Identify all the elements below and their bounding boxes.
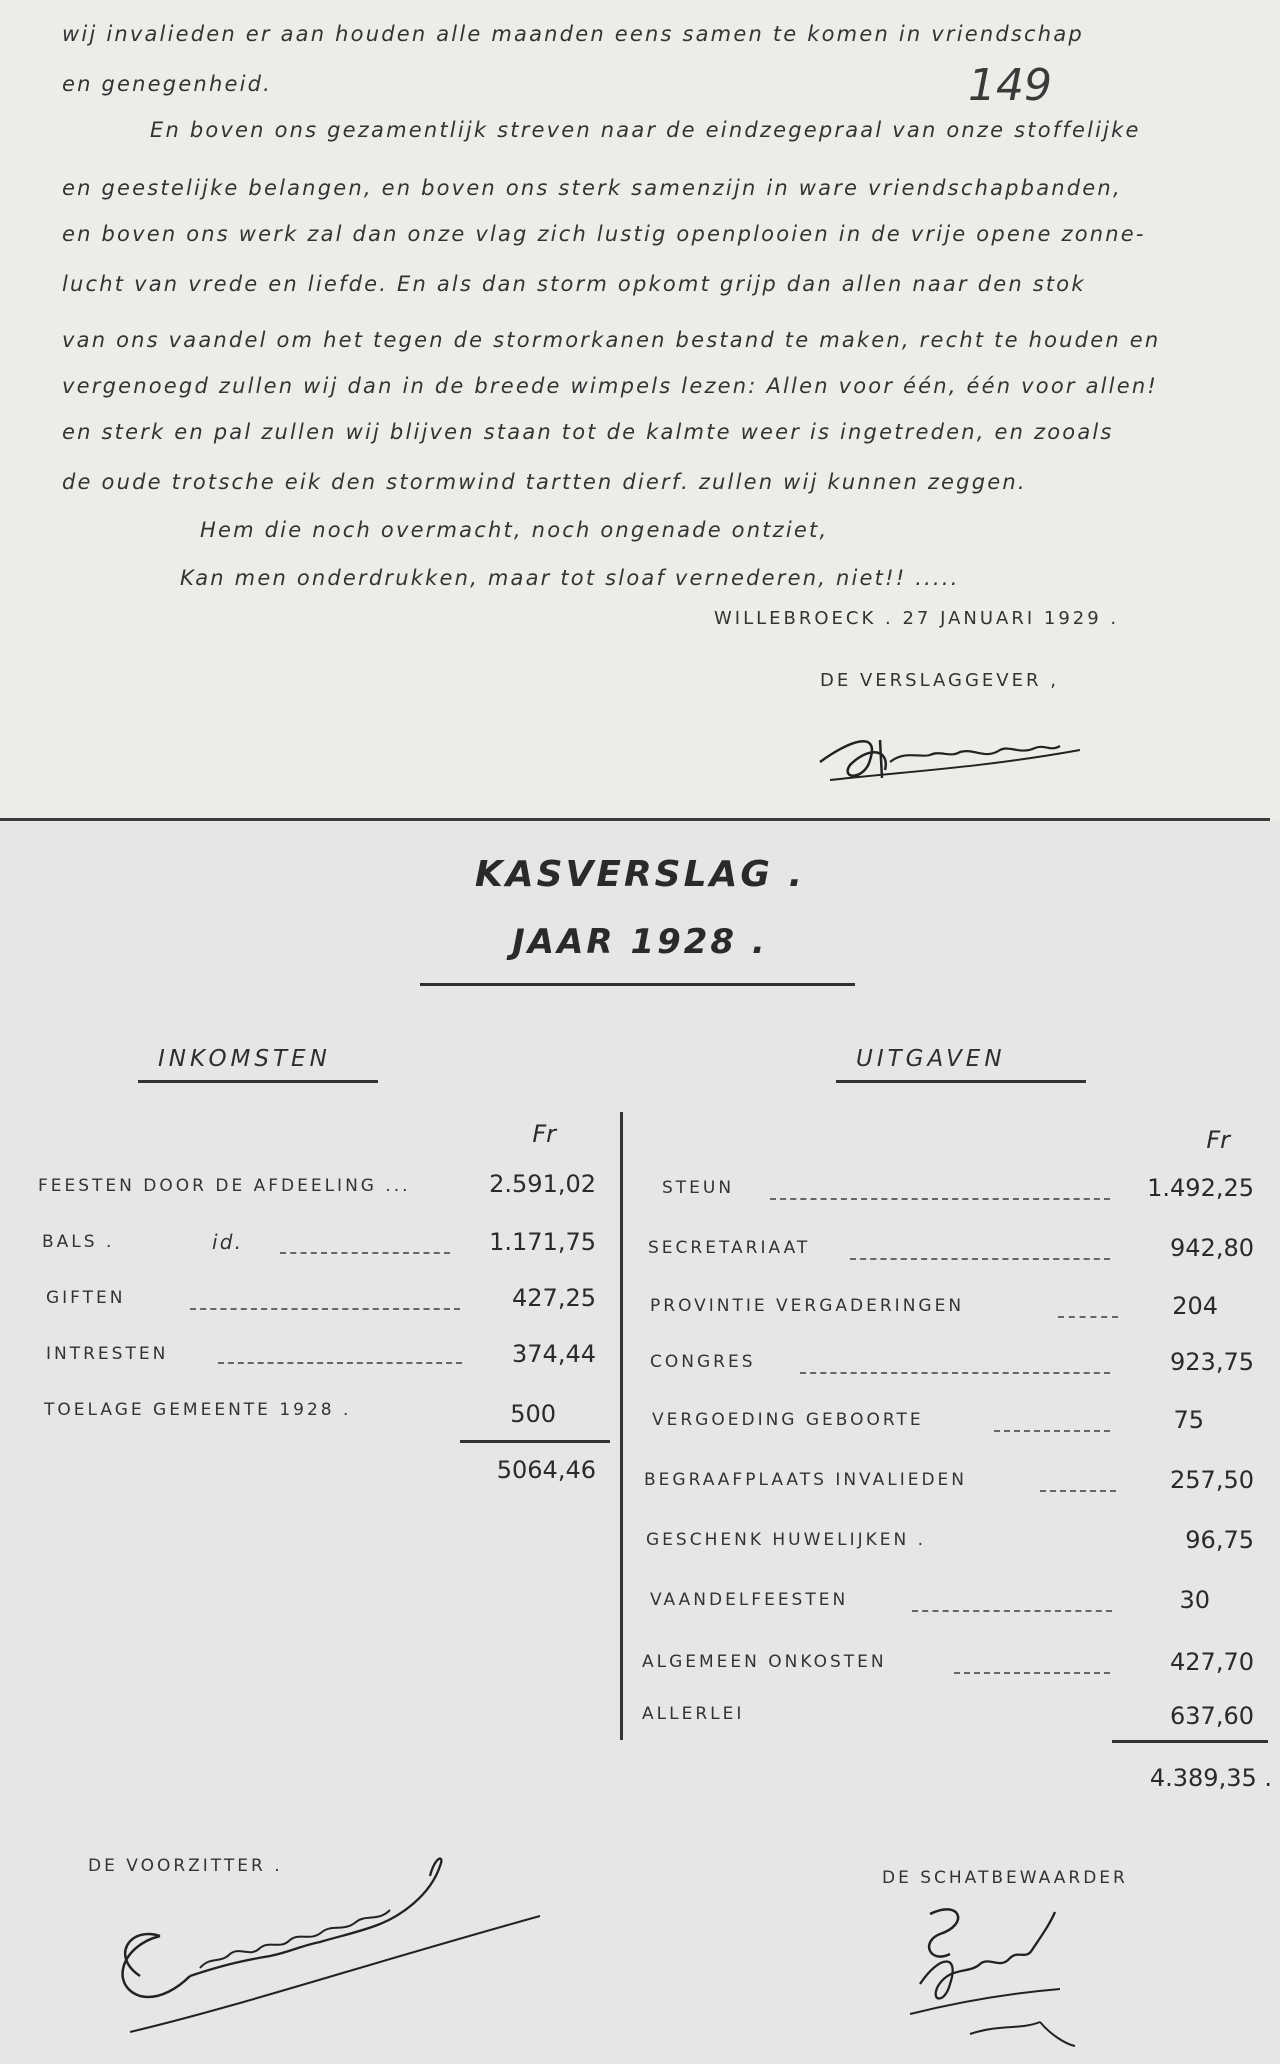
expense-amount: 942,80 [1170, 1234, 1254, 1262]
expenses-total-rule [1112, 1740, 1268, 1743]
expense-amount: 204 [1172, 1292, 1218, 1320]
leader-dots [1040, 1490, 1116, 1492]
letter-line: Kan men onderdrukken, maar tot sloaf vernederen, niet!! ..... [180, 566, 960, 590]
leader-dots [994, 1430, 1110, 1432]
expense-amount: 923,75 [1170, 1348, 1254, 1376]
place-date: WILLEBROECK . 27 JANUARI 1929 . [714, 608, 1120, 629]
income-label: TOELAGE GEMEENTE 1928 . [44, 1400, 352, 1420]
income-total: 5064,46 [496, 1456, 596, 1484]
income-heading: INKOMSTEN [158, 1046, 331, 1072]
expense-label: SECRETARIAAT [648, 1238, 811, 1258]
title-underline [420, 983, 855, 986]
expense-label: CONGRES [650, 1352, 756, 1372]
expense-label: VERGOEDING GEBOORTE [652, 1410, 924, 1430]
letter-line: En boven ons gezamentlijk streven naar de eindzegepraal van onze stoffelijke [150, 118, 1141, 142]
income-label: INTRESTEN [46, 1344, 169, 1364]
column-separator [620, 1112, 623, 1740]
leader-dots [190, 1308, 460, 1310]
section-divider [0, 818, 1270, 821]
expense-label: GESCHENK HUWELIJKEN . [646, 1530, 927, 1550]
expenses-heading: UITGAVEN [856, 1046, 1006, 1072]
income-amount: 374,44 [512, 1340, 596, 1368]
expense-label: VAANDELFEESTEN [650, 1590, 849, 1610]
leader-dots [280, 1252, 450, 1254]
treasurer-title: DE SCHATBEWAARDER [882, 1868, 1128, 1888]
leader-dots [218, 1362, 462, 1364]
expense-amount: 427,70 [1170, 1648, 1254, 1676]
reporter-signature [810, 700, 1100, 800]
income-label: BALS . [42, 1232, 115, 1252]
expense-label: STEUN [662, 1178, 735, 1198]
report-title: KASVERSLAG . [474, 854, 806, 895]
leader-dots [954, 1672, 1110, 1674]
expense-amount: 96,75 [1185, 1526, 1254, 1554]
leader-dots [850, 1258, 1110, 1260]
income-amount: 1.171,75 [489, 1228, 596, 1256]
leader-dots [1058, 1316, 1118, 1318]
expense-amount: 75 [1173, 1406, 1204, 1434]
expense-amount: 257,50 [1170, 1466, 1254, 1494]
leader-dots [770, 1198, 1110, 1200]
letter-line: en genegenheid. [62, 72, 273, 96]
signer-title: DE VERSLAGGEVER , [820, 670, 1059, 691]
expense-label: BEGRAAFPLAATS INVALIEDEN [644, 1470, 967, 1490]
letter-line: en geestelijke belangen, en boven ons sterk samenzijn in ware vriendschapbanden, [62, 176, 1122, 200]
letter-line: en boven ons werk zal dan onze vlag zich lustig openplooien in de vrije opene zonne- [62, 222, 1146, 246]
expense-label: PROVINTIE VERGADERINGEN [650, 1296, 965, 1316]
report-subtitle: JAAR 1928 . [512, 922, 768, 962]
expense-label: ALGEMEEN ONKOSTEN [642, 1652, 887, 1672]
letter-line: lucht van vrede en liefde. En als dan storm opkomt grijp dan allen naar den stok [62, 272, 1086, 296]
income-total-rule [460, 1440, 610, 1443]
expenses-heading-underline [836, 1080, 1086, 1083]
income-amount: 2.591,02 [489, 1170, 596, 1198]
expense-amount: 637,60 [1170, 1702, 1254, 1730]
letter-line: Hem die noch overmacht, noch ongenade ontziet, [200, 518, 829, 542]
income-label: FEESTEN DOOR DE AFDEELING ... [38, 1176, 411, 1196]
income-note: id. [212, 1230, 244, 1254]
leader-dots [912, 1610, 1112, 1612]
letter-section [0, 0, 1280, 820]
page-number: 149 [968, 60, 1052, 111]
income-heading-underline [138, 1080, 378, 1083]
income-amount: 500 [510, 1400, 556, 1428]
expense-label: ALLERLEI [642, 1704, 745, 1724]
leader-dots [800, 1372, 1110, 1374]
treasurer-signature [890, 1894, 1090, 2054]
expenses-currency: Fr [1206, 1126, 1230, 1154]
letter-line: van ons vaandel om het tegen de stormorkanen bestand te maken, recht te houden en [62, 328, 1161, 352]
income-amount: 427,25 [512, 1284, 596, 1312]
letter-line: de oude trotsche eik den stormwind tartten dierf. zullen wij kunnen zeggen. [62, 470, 1027, 494]
letter-line: vergenoegd zullen wij dan in de breede wimpels lezen: Allen voor één, één voor allen! [62, 374, 1158, 398]
expense-amount: 30 [1179, 1586, 1210, 1614]
expense-amount: 1.492,25 [1147, 1174, 1254, 1202]
income-currency: Fr [532, 1120, 556, 1148]
chairman-signature [100, 1836, 550, 2046]
letter-line: wij invalieden er aan houden alle maanden eens samen te komen in vriendschap [62, 22, 1084, 46]
income-label: GIFTEN [46, 1288, 126, 1308]
chairman-title: DE VOORZITTER . [88, 1856, 283, 1876]
expenses-total: 4.389,35 . [1149, 1764, 1272, 1792]
letter-line: en sterk en pal zullen wij blijven staan tot de kalmte weer is ingetreden, en zooals [62, 420, 1114, 444]
